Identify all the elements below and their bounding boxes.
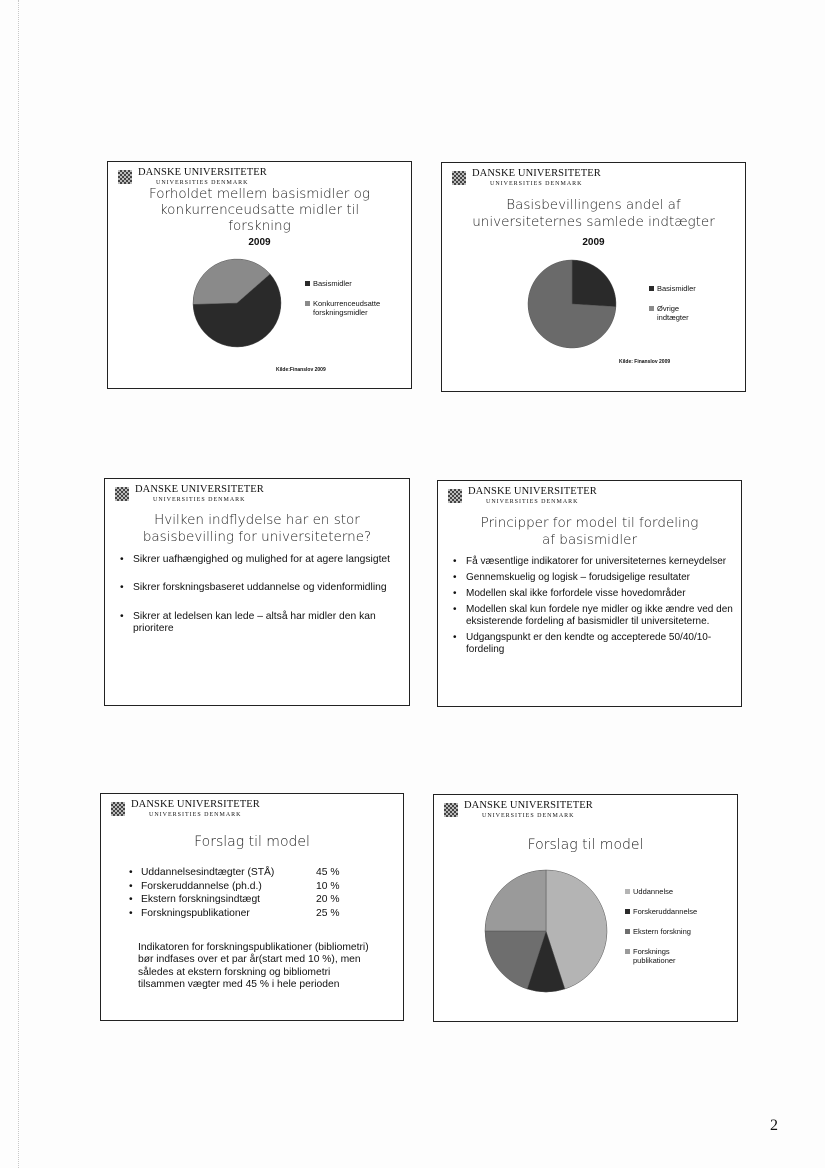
- logo-main-text: DANSKE UNIVERSITETER: [138, 167, 267, 178]
- indicator-value: 10 %: [316, 880, 340, 892]
- logo-sub-text: UNIVERSITIES DENMARK: [156, 179, 249, 186]
- indicator-value: 25 %: [316, 907, 340, 919]
- chart-source: Kilde:Finanslov 2009: [276, 367, 326, 373]
- bullet-item: • Modellen skal ikke forfordele visse hovedområder: [448, 588, 738, 600]
- indicator-item: [129, 893, 389, 907]
- page-number: 2: [770, 1117, 778, 1134]
- legend-label: Basismidler: [657, 284, 696, 293]
- pie-slice: [572, 260, 616, 307]
- slide-5: [100, 793, 404, 1021]
- legend-item: [625, 887, 735, 896]
- bullet-item: • Sikrer at ledelsen kan lede – altså har midler den kan prioritere: [115, 611, 395, 636]
- indicator-label: • Uddannelsesindtægter (STÅ): [141, 867, 275, 878]
- logo-mark-icon: [115, 487, 129, 501]
- logo-main-text: DANSKE UNIVERSITETER: [468, 486, 597, 497]
- indicator-label: • Ekstern forskningsindtægt: [141, 894, 261, 906]
- logo: [118, 168, 267, 186]
- bullet-item: • Gennemskuelig og logisk – forudsigelige resultater: [448, 572, 738, 584]
- logo-main-text: DANSKE UNIVERSITETER: [135, 484, 264, 495]
- indicator-list: [129, 866, 389, 920]
- slide-title: Principper for model til fordeling af basismidler: [480, 515, 699, 548]
- logo-mark-icon: [448, 489, 462, 503]
- legend-swatch-icon: [305, 281, 310, 286]
- indicator-value: 20 %: [316, 894, 340, 906]
- logo-sub-text: UNIVERSITIES DENMARK: [149, 811, 242, 818]
- bullet-item: • Sikrer forskningsbaseret uddannelse og videnformidling: [115, 582, 395, 594]
- logo-mark-icon: [118, 170, 132, 184]
- legend-label: Øvrige indtægter: [657, 304, 689, 322]
- legend-item: [625, 907, 735, 916]
- bullet-list: [115, 554, 395, 635]
- slide-title: Basisbevillingens andel af universiteternes samlede indtægter: [472, 197, 715, 230]
- legend-item: [625, 947, 735, 965]
- logo-main-text: DANSKE UNIVERSITETER: [131, 799, 260, 810]
- logo-main-text: DANSKE UNIVERSITETER: [472, 168, 601, 179]
- logo: [111, 800, 260, 818]
- logo: [115, 485, 264, 503]
- legend-swatch-icon: [649, 306, 654, 311]
- legend-item: [305, 299, 405, 317]
- indicator-value: 45 %: [316, 867, 340, 878]
- legend-label: Basismidler: [313, 279, 352, 288]
- logo-mark-icon: [111, 802, 125, 816]
- bullet-item: • Få væsentlige indikatorer for universiteternes kerneydelser: [448, 556, 738, 568]
- legend-swatch-icon: [649, 286, 654, 291]
- pie-chart-model: [484, 869, 608, 993]
- legend: [625, 887, 735, 976]
- chart-source: Kilde: Finanslov 2009: [619, 359, 671, 365]
- chart-year: 2009: [582, 237, 605, 248]
- page-edge-line: [18, 0, 19, 1168]
- logo-main-text: DANSKE UNIVERSITETER: [464, 800, 593, 811]
- bullet-item: • Sikrer uafhængighed og mulighed for at agere langsigtet: [115, 554, 395, 566]
- chart-year: 2009: [248, 237, 271, 248]
- bullet-item: • Modellen skal kun fordele nye midler og ikke ændre ved den eksisterende fordeling af basismidler til universiteterne.: [448, 604, 738, 628]
- logo-mark-icon: [444, 803, 458, 817]
- pie-chart-basismidler: [192, 258, 282, 348]
- bullet-item: • Udgangspunkt er den kendte og accepterede 50/40/10-fordeling: [448, 632, 738, 656]
- logo-sub-text: UNIVERSITIES DENMARK: [486, 498, 579, 505]
- legend-label: Ekstern forskning: [633, 927, 691, 936]
- slide-1: [107, 161, 412, 389]
- legend-label: Forsknings publikationer: [633, 947, 676, 965]
- logo-sub-text: UNIVERSITIES DENMARK: [482, 812, 575, 819]
- slide-title: Hvilken indflydelse har en stor basisbevilling for universiteterne?: [142, 512, 372, 545]
- indicator-item: [129, 880, 389, 894]
- legend-swatch-icon: [625, 929, 630, 934]
- legend-swatch-icon: [625, 889, 630, 894]
- logo: [452, 169, 601, 187]
- legend-item: [305, 279, 405, 288]
- indicator-label: • Forskeruddannelse (ph.d.): [141, 880, 262, 892]
- indicator-item: [129, 907, 389, 921]
- bullet-list: [448, 556, 738, 656]
- indicator-item: [129, 866, 389, 880]
- indicator-note: Indikatoren for forskningspublikationer (bibliometri) bør indfases over et par år(start med 10 %), men således at ekstern forskning og bibliometri tilsammen vægter med 45 % i hele perioden: [138, 942, 369, 991]
- legend-label: Forskeruddannelse: [633, 907, 698, 916]
- legend: [305, 279, 405, 328]
- logo: [448, 487, 597, 505]
- slide-6: [433, 794, 738, 1022]
- logo-mark-icon: [452, 171, 466, 185]
- legend-swatch-icon: [625, 949, 630, 954]
- slide-title: Forholdet mellem basismidler og konkurrenceudsatte midler til forskning: [149, 186, 370, 235]
- slide-3: [104, 478, 410, 706]
- legend: [649, 284, 729, 333]
- legend-label: Uddannelse: [633, 887, 674, 896]
- logo-sub-text: UNIVERSITIES DENMARK: [490, 180, 583, 187]
- legend-label: Konkurrenceudsatte forskningsmidler: [313, 299, 381, 317]
- pie-slice: [485, 870, 546, 931]
- slide-title: Forslag til model: [194, 834, 310, 850]
- indicator-label: • Forskningspublikationer: [141, 907, 250, 919]
- legend-swatch-icon: [625, 909, 630, 914]
- slide-title: Forslag til model: [527, 837, 644, 853]
- pie-chart-basisbevilling: [527, 259, 617, 349]
- legend-item: [649, 284, 729, 293]
- slide-4: [437, 480, 742, 707]
- logo: [444, 801, 593, 819]
- legend-swatch-icon: [305, 301, 310, 306]
- legend-item: [625, 927, 735, 936]
- logo-sub-text: UNIVERSITIES DENMARK: [153, 496, 246, 503]
- slide-2: [441, 162, 746, 392]
- legend-item: [649, 304, 729, 322]
